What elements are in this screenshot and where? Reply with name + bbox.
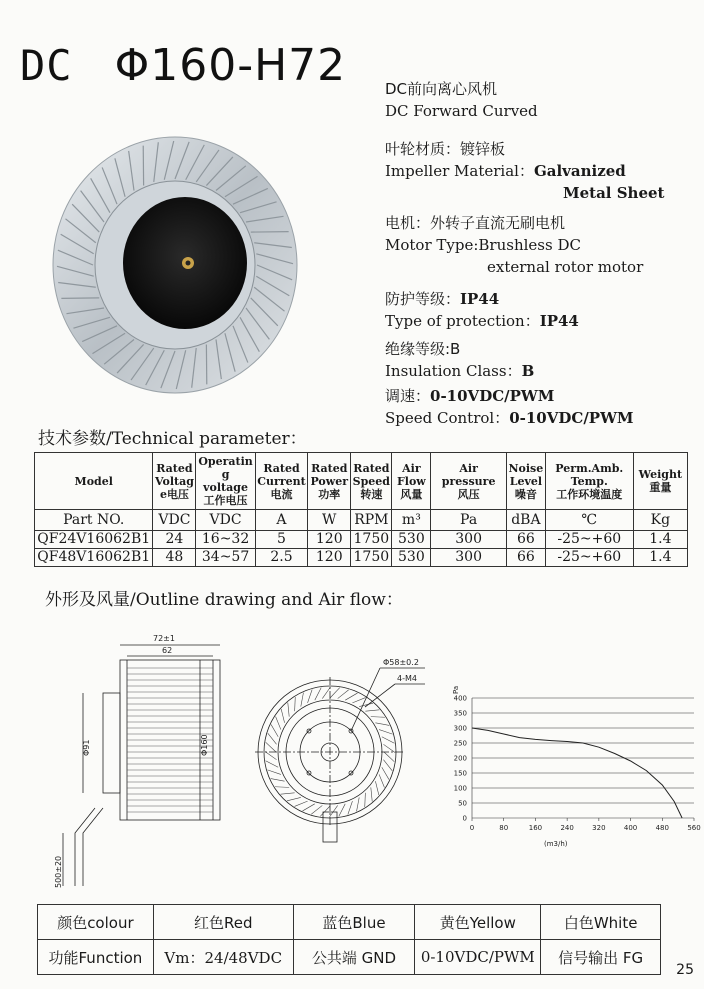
- spec-speed: [385, 385, 634, 429]
- dim-width-label: 72±1: [153, 634, 175, 643]
- spec-speed-value: 0-10VDC/PWM: [509, 409, 634, 427]
- table-row: QF24V16062B1 24 16~32 5 120 1750 530 300 66 -25~+60 1.4: [35, 531, 688, 549]
- chart-xtick-label: 160: [528, 824, 543, 832]
- air-flow-curve-chart: [432, 676, 704, 852]
- dim-d1-label: Φ91: [82, 739, 91, 756]
- wire-colour-table: [37, 904, 661, 975]
- spec-type-en: DC Forward Curved: [385, 102, 538, 120]
- dim-inner-label: 62: [162, 646, 173, 655]
- front-view-drawing: [255, 652, 435, 852]
- spec-impeller-cn: 叶轮材质：镀锌板: [385, 140, 506, 158]
- spec-impeller-value: Galvanized: [533, 162, 626, 180]
- chart-ytick-label: 0: [462, 814, 467, 823]
- colour-row: 颜色colour 红色Red 蓝色Blue 黄色Yellow 白色White: [38, 905, 661, 940]
- dim-pcd-label: Φ58±0.2: [383, 658, 419, 667]
- chart-xtick-label: 320: [592, 824, 606, 832]
- chart-ytick-label: 400: [453, 694, 467, 703]
- side-view-drawing: [55, 628, 230, 896]
- col-noise-level: Noise Level 噪音: [506, 453, 545, 510]
- chart-xtick-label: 480: [655, 824, 669, 832]
- table-units-row: Part NO. VDC VDC A W RPM m³ Pa dBA ℃ Kg: [35, 510, 688, 531]
- chart-ytick-label: 50: [458, 799, 467, 808]
- col-rated-power: Rated Power 功率: [308, 453, 351, 510]
- spec-protection-cn-value: IP44: [460, 290, 500, 308]
- chart-ytick-label: 300: [453, 724, 467, 733]
- spec-protection-label: Type of protection：: [385, 312, 540, 330]
- tech-parameter-table: [34, 452, 688, 567]
- spec-insulation-label: Insulation Class：: [385, 362, 522, 380]
- spec-impeller-label: Impeller Material：: [385, 162, 534, 180]
- spec-type-cn: DC前向离心风机: [385, 80, 498, 98]
- chart-xtick-label: 80: [499, 824, 509, 832]
- col-ambient-temp: Perm.Amb. Temp. 工作环境温度: [545, 453, 633, 510]
- page-number: 25: [676, 962, 694, 978]
- chart-ylabel: Pa: [452, 685, 460, 694]
- spec-impeller-value-2: Metal Sheet: [563, 184, 665, 202]
- table-row: QF48V16062B1 48 34~57 2.5 120 1750 530 300 66 -25~+60 1.4: [35, 549, 688, 567]
- outline-section-title: 外形及风量/Outline drawing and Air flow：: [45, 590, 403, 610]
- spec-protection: [385, 288, 579, 332]
- spec-insulation-cn: 绝缘等级:B: [385, 340, 461, 358]
- col-rated-speed: Rated Speed 转速: [351, 453, 392, 510]
- spec-insulation: [385, 338, 534, 382]
- fan-product-image: [40, 125, 310, 400]
- dim-holes-label: 4-M4: [397, 674, 417, 683]
- spec-speed-label: Speed Control：: [385, 409, 510, 427]
- chart-ytick-label: 350: [453, 709, 467, 718]
- spec-speed-cn-value: 0-10VDC/PWM: [430, 387, 555, 405]
- title-model: Φ160-H72: [114, 40, 347, 91]
- spec-protection-value: IP44: [539, 312, 579, 330]
- spec-motor-en-2: external rotor motor: [487, 258, 644, 276]
- spec-protection-cn: 防护等级：: [385, 290, 461, 308]
- page-title: [20, 40, 346, 91]
- col-air-pressure: Air pressure 风压: [431, 453, 507, 510]
- spec-motor: [385, 212, 643, 278]
- col-model: Model: [35, 453, 153, 510]
- title-prefix: DC: [20, 41, 73, 90]
- col-air-flow: Air Flow 风量: [392, 453, 431, 510]
- dim-d2-label: Φ160: [200, 734, 209, 756]
- spec-motor-en: Motor Type:Brushless DC: [385, 236, 581, 254]
- col-rated-current: Rated Current 电流: [255, 453, 308, 510]
- chart-xlabel: (m3/h): [544, 840, 568, 848]
- spec-impeller: [385, 138, 664, 204]
- tech-section-title: 技术参数/Technical parameter：: [38, 429, 307, 449]
- chart-xtick-label: 400: [623, 824, 638, 832]
- chart-xtick-label: 240: [560, 824, 574, 832]
- col-weight: Weight 重量: [633, 453, 687, 510]
- spec-speed-cn: 调速：: [385, 387, 431, 405]
- table-header-row: [35, 453, 688, 510]
- chart-xtick-label: 0: [469, 824, 475, 832]
- col-operating-voltage: Operatin g voltage 工作电压: [196, 453, 255, 510]
- chart-xtick-label: 560: [687, 824, 701, 832]
- chart-ytick-label: 250: [453, 739, 467, 748]
- col-rated-voltage: Rated Voltag e电压: [153, 453, 196, 510]
- chart-ytick-label: 150: [453, 769, 467, 778]
- spec-motor-cn: 电机：外转子直流无刷电机: [385, 214, 566, 232]
- chart-ytick-label: 200: [453, 754, 467, 763]
- spec-type: [385, 78, 538, 122]
- dim-cable-label: 500±20: [54, 855, 63, 888]
- spec-insulation-value: B: [521, 362, 535, 380]
- function-row: 功能Function Vm：24/48VDC 公共端 GND 0-10VDC/PWM 信号输出 FG: [38, 940, 661, 975]
- chart-ytick-label: 100: [453, 784, 467, 793]
